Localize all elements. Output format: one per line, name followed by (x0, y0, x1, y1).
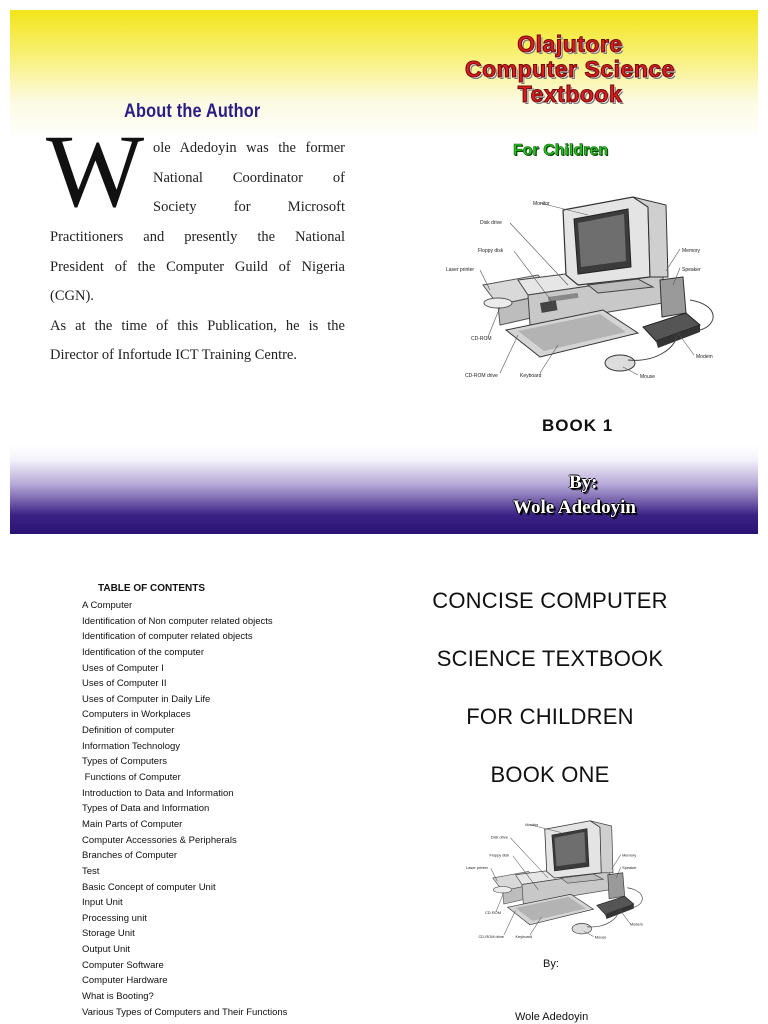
bio-line: President of the Computer Guild of Nigeria (50, 258, 345, 275)
title-line: CONCISE COMPUTER (432, 588, 668, 613)
toc-item: Functions of Computer (82, 772, 181, 784)
label-mouse: Mouse (594, 934, 607, 940)
toc-item: Output Unit (82, 944, 131, 956)
toc-item: Uses of Computer I (82, 662, 164, 674)
toc-heading: TABLE OF CONTENTS (98, 583, 206, 594)
toc-item: A Computer (82, 600, 133, 611)
toc-item: Storage Unit (82, 928, 135, 940)
cover-subtitle: For Children (513, 142, 609, 159)
label-floppy-disk: Floppy disk (478, 248, 504, 254)
by-label: By: (569, 472, 598, 493)
title-line: BOOK ONE (490, 762, 610, 787)
toc-item: Uses of Computer in Daily Life (82, 693, 211, 705)
toc-item: What is Booting? (82, 991, 154, 1003)
toc-item: Test (82, 865, 100, 877)
author-name: Wole Adedoyin (515, 1011, 589, 1023)
bio-line: Practitioners and presently the National (50, 229, 345, 245)
toc-item: Information Technology (82, 740, 181, 752)
label-laser-printer: Laser printer (466, 864, 488, 870)
label-monitor: Monitor (525, 822, 539, 827)
toc-item: Types of Data and Information (82, 803, 210, 815)
title-line: FOR CHILDREN (466, 704, 634, 729)
author-bio (50, 223, 345, 371)
label-memory: Memory (682, 248, 701, 254)
label-memory: Memory (622, 852, 637, 858)
toc-item: Uses of Computer II (82, 678, 167, 690)
cover-title (410, 32, 730, 107)
author-bio-wrapped (153, 134, 345, 223)
label-modem: Modem (696, 354, 713, 360)
dropcap-letter: W (46, 114, 145, 229)
computer-parts-diagram (428, 185, 728, 385)
computer-illustration (483, 197, 713, 371)
toc-item: Various Types of Computers and Their Functions (82, 1006, 288, 1018)
toc-item: Computer Accessories & Peripherals (82, 834, 237, 846)
author-name: Wole Adedoyin (513, 497, 636, 518)
toc-item: Types of Computers (82, 756, 168, 768)
label-laser-printer: Laser printer (446, 267, 475, 273)
toc-item: Computers in Workplaces (82, 709, 191, 721)
toc-item: Processing unit (82, 912, 147, 924)
bio-line: (CGN). (50, 288, 94, 305)
by-label: By: (543, 958, 559, 970)
book-number-label: BOOK 1 (542, 416, 614, 435)
table-of-contents (82, 598, 287, 1020)
toc-item: Computer Hardware (82, 975, 168, 987)
toc-item: Basic Concept of computer Unit (82, 881, 216, 893)
bio-line: As at the time of this Publication, he is the (50, 317, 345, 334)
cover-title-line: Computer Science (465, 56, 675, 82)
toc-item: Main Parts of Computer (82, 818, 183, 830)
label-disk-drive: Disk drive (480, 220, 502, 226)
label-cd-rom-drive: CD-ROM drive (478, 933, 504, 939)
toc-item: Identification of Non computer related objects (82, 615, 273, 627)
label-cd-rom: CD-ROM (484, 909, 501, 915)
cover-title-line: Textbook (517, 81, 623, 107)
label-keyboard: Keyboard (515, 933, 533, 939)
toc-item: Identification of computer related objects (82, 631, 253, 643)
toc-item: Introduction to Data and Information (82, 787, 234, 799)
label-disk-drive: Disk drive (490, 834, 508, 840)
label-mouse: Mouse (640, 374, 656, 380)
label-keyboard: Keyboard (520, 373, 542, 379)
label-modem: Modem (629, 921, 643, 927)
label-speaker: Speaker (682, 267, 701, 273)
cover-title-line: Olajutore (517, 31, 623, 57)
toc-item: Branches of Computer (82, 850, 178, 862)
label-cd-rom-drive: CD-ROM drive (465, 373, 498, 379)
bio-line: ole Adedoyin was the former (153, 140, 345, 156)
label-cd-rom: CD-ROM (471, 336, 492, 342)
book-cover-spread (10, 10, 758, 534)
toc-item: Identification of the computer (82, 646, 204, 658)
bio-line: Society for Microsoft (153, 199, 345, 216)
toc-item: Definition of computer (82, 725, 175, 737)
label-monitor: Monitor (533, 201, 550, 207)
computer-parts-diagram-small (452, 813, 657, 943)
bio-line: National Coordinator of (153, 169, 345, 186)
label-floppy-disk: Floppy disk (489, 852, 510, 858)
toc-item: Computer Software (82, 959, 164, 971)
about-author-heading: About the Author (124, 101, 261, 122)
label-speaker: Speaker (622, 864, 637, 870)
bio-line: Director of Infortude ICT Training Centre. (50, 347, 297, 364)
toc-item: Input Unit (82, 897, 123, 909)
title-line: SCIENCE TEXTBOOK (436, 646, 664, 671)
